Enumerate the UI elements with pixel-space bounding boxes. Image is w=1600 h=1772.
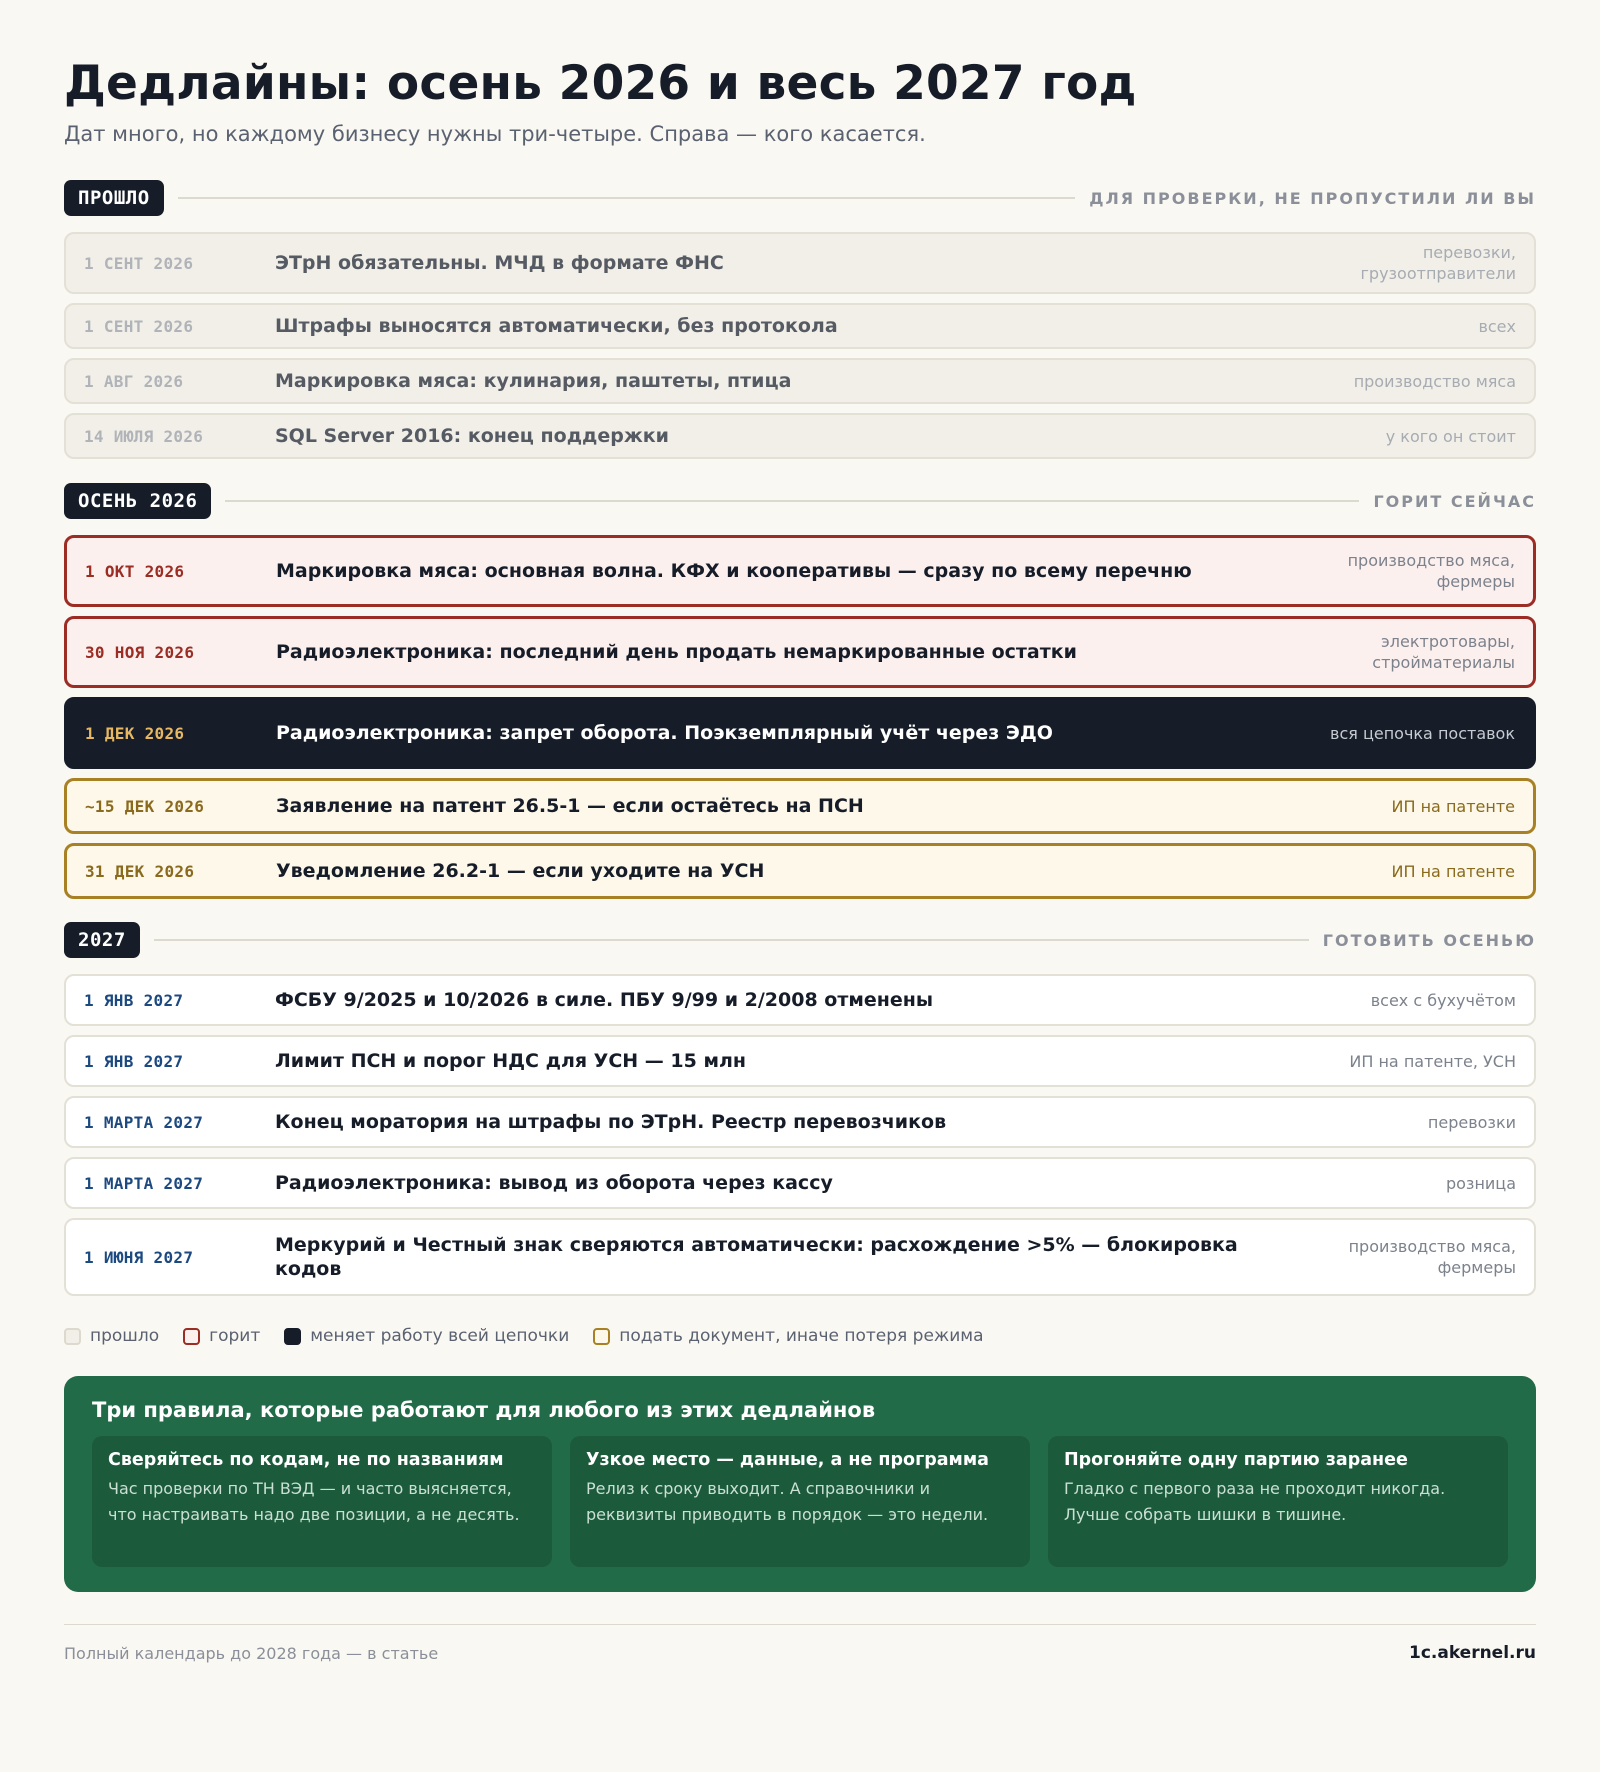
deadline-date: 31 ДЕК 2026 [85,861,195,881]
legend-label: подать документ, иначе потеря режима [619,1326,984,1347]
legend [64,1326,1536,1346]
deadline-audience: у кого он стоит [1385,426,1516,446]
section-header [64,180,1536,216]
deadline-text: Заявление на патент 26.5-1 — если остаётесь на ПСН [276,795,864,818]
rule-card [1048,1436,1508,1567]
rule-card-text: Релиз к сроку выходит. А справочники и реквизиты приводить в порядок — это недели. [586,1479,989,1524]
section-note: ГОРИТ СЕЙЧАС [1373,491,1536,511]
deadline-audience: ИП на патенте [1391,796,1515,816]
deadline-row [64,358,1536,404]
page-title: Дедлайны: осень 2026 и весь 2027 год [64,56,1137,111]
deadline-text: Уведомление 26.2-1 — если уходите на УСН [276,860,765,883]
deadline-date: 1 СЕНТ 2026 [84,253,194,273]
deadline-date: 1 ИЮНЯ 2027 [84,1247,194,1267]
deadline-date: 30 НОЯ 2026 [85,642,195,662]
rules-cards [92,1436,1508,1567]
section-label: 2027 [64,922,140,958]
footer-note: Полный календарь до 2028 года — в статье [64,1643,439,1663]
deadline-row [64,697,1536,769]
deadline-text: ЭТрН обязательны. МЧД в формате ФНС [275,252,724,275]
deadline-text: Штрафы выносятся автоматически, без протокола [275,315,838,338]
legend-swatch-past [64,1328,81,1345]
deadline-text: Маркировка мяса: основная волна. КФХ и кооперативы — сразу по всему перечню [276,560,1192,583]
deadline-audience: всех с бухучётом [1370,990,1516,1010]
deadline-text: Лимит ПСН и порог НДС для УСН — 15 млн [275,1050,747,1073]
section-past [64,180,1536,459]
deadline-audience: электротовары, стройматериалы [1372,631,1515,673]
deadline-row [64,778,1536,834]
legend-swatch-doc [593,1328,610,1345]
section-autumn-2026 [64,483,1536,899]
site-link[interactable]: 1c.akernel.ru [1408,1643,1536,1664]
deadline-row [64,535,1536,607]
deadline-row [64,1218,1536,1296]
deadline-text: SQL Server 2016: конец поддержки [275,425,669,448]
legend-label: меняет работу всей цепочки [310,1326,570,1347]
deadline-text: Меркурий и Честный знак сверяются автоматически: расхождение >5% — блокировка кодов [275,1233,1238,1281]
deadline-date: 14 ИЮЛЯ 2026 [84,426,204,446]
section-note: ДЛЯ ПРОВЕРКИ, НЕ ПРОПУСТИЛИ ЛИ ВЫ [1089,188,1536,208]
deadline-audience: производство мяса [1353,371,1516,391]
section-note: ГОТОВИТЬ ОСЕНЬЮ [1322,930,1536,950]
section-2027 [64,922,1536,1296]
section-header [64,483,1536,519]
rule-card [92,1436,552,1567]
section-header [64,922,1536,958]
rule-card-text: Час проверки по ТН ВЭД — и часто выясняется, что настраивать надо две позиции, а не десять. [108,1479,520,1524]
legend-label: горит [209,1326,261,1347]
legend-label: прошло [90,1326,160,1347]
deadline-text: Маркировка мяса: кулинария, паштеты, птица [275,370,792,393]
deadline-date: 1 МАРТА 2027 [84,1112,204,1132]
deadline-text: ФСБУ 9/2025 и 10/2026 в силе. ПБУ 9/99 и 2/2008 отменены [275,989,934,1012]
deadline-text: Конец моратория на штрафы по ЭТрН. Реестр перевозчиков [275,1111,947,1134]
rules-panel [64,1376,1536,1592]
page-subtitle: Дат много, но каждому бизнесу нужны три-четыре. Справа — кого касается. [64,122,926,147]
deadline-text: Радиоэлектроника: вывод из оборота через кассу [275,1172,833,1195]
legend-item-chain [284,1326,569,1346]
deadline-row [64,1035,1536,1087]
deadline-row [64,974,1536,1026]
legend-item-past [64,1326,159,1346]
rule-card-title: Узкое место — данные, а не программа [586,1450,989,1471]
deadline-audience: вся цепочка поставок [1330,723,1515,743]
deadline-text: Радиоэлектроника: запрет оборота. Поэкземплярный учёт через ЭДО [276,722,1053,745]
deadline-date: 1 АВГ 2026 [84,371,184,391]
deadline-row [64,1157,1536,1209]
legend-swatch-hot [183,1328,200,1345]
deadline-date: 1 ЯНВ 2027 [84,990,184,1010]
deadline-audience: всех [1478,316,1516,336]
deadline-date: 1 ОКТ 2026 [85,561,185,581]
rule-card-title: Прогоняйте одну партию заранее [1064,1450,1408,1471]
legend-swatch-chain [284,1328,301,1345]
rules-title: Три правила, которые работают для любого из этих дедлайнов [92,1398,876,1423]
deadline-date: ~15 ДЕК 2026 [85,796,205,816]
deadline-list [64,974,1536,1296]
divider [154,939,1309,941]
legend-item-doc [593,1326,983,1346]
footer [64,1624,1536,1663]
deadline-date: 1 ДЕК 2026 [85,723,185,743]
divider [225,500,1359,502]
rule-card-text: Гладко с первого раза не проходит никогда. Лучше собрать шишки в тишине. [1064,1479,1446,1524]
deadline-date: 1 ЯНВ 2027 [84,1051,184,1071]
deadline-audience: ИП на патенте, УСН [1349,1051,1516,1071]
deadline-row [64,843,1536,899]
deadline-row [64,616,1536,688]
deadline-row [64,413,1536,459]
section-label: ПРОШЛО [64,180,164,216]
deadline-audience: перевозки [1427,1112,1516,1132]
deadline-list [64,535,1536,899]
divider [178,197,1076,199]
deadline-row [64,303,1536,349]
deadline-audience: производство мяса, фермеры [1348,1236,1516,1278]
legend-item-hot [183,1326,260,1346]
deadline-row [64,232,1536,294]
section-label: ОСЕНЬ 2026 [64,483,211,519]
rule-card-title: Сверяйтесь по кодам, не по названиям [108,1450,504,1471]
deadline-date: 1 СЕНТ 2026 [84,316,194,336]
rule-card [570,1436,1030,1567]
deadline-audience: перевозки, грузоотправители [1360,242,1516,284]
deadline-row [64,1096,1536,1148]
deadline-list [64,232,1536,459]
deadline-date: 1 МАРТА 2027 [84,1173,204,1193]
deadline-audience: розница [1445,1173,1516,1193]
deadline-audience: производство мяса, фермеры [1347,550,1515,592]
deadline-text: Радиоэлектроника: последний день продать немаркированные остатки [276,641,1077,664]
deadline-audience: ИП на патенте [1391,861,1515,881]
